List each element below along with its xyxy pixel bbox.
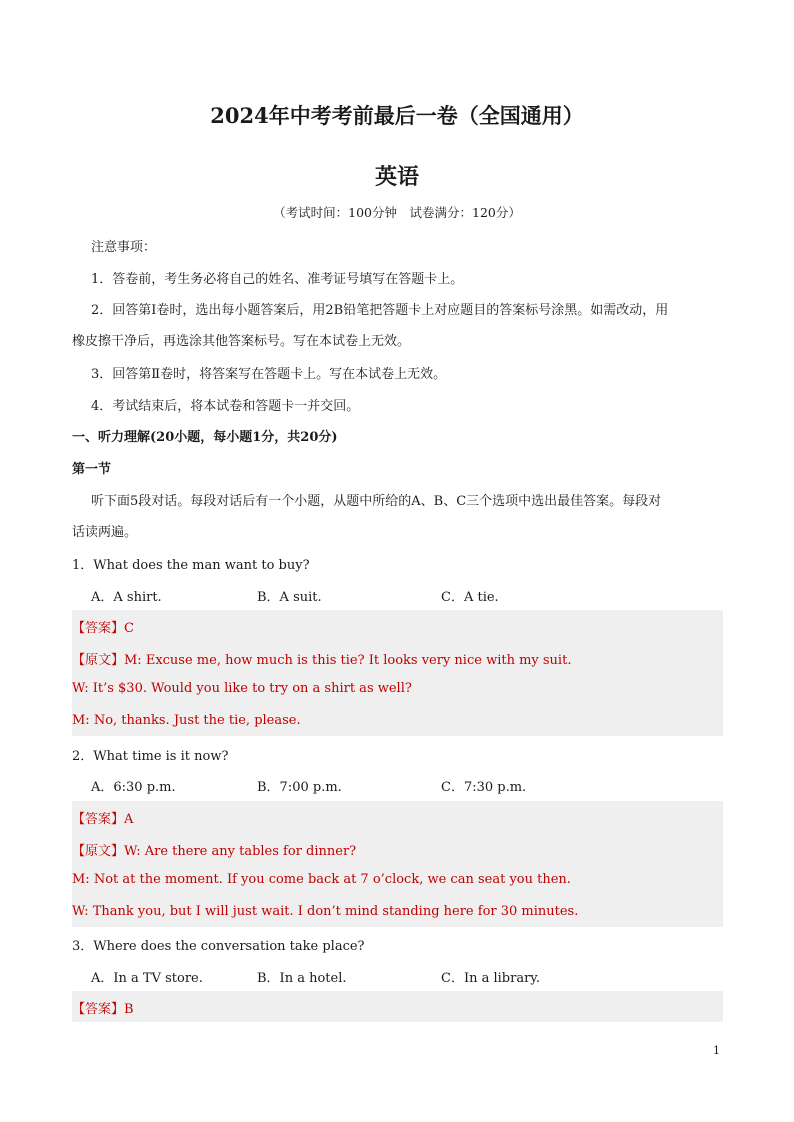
instructions-line: 听下面5段对话。每段对话后有一个小题，从题中所给的A、B、C三个选项中选出最佳答案。每段对 — [91, 494, 662, 509]
notice-item: 3．回答第Ⅱ卷时，将答案写在答题卡上。写在本试卷上无效。 — [91, 367, 447, 382]
exam-subject: 英语 — [374, 164, 419, 190]
option-b: B．A suit. — [257, 590, 322, 605]
transcript-line: 【原文】W: Are there any tables for dinner? — [72, 844, 357, 859]
notice-heading: 注意事项： — [91, 240, 157, 255]
option-b: B．7:00 p.m. — [257, 780, 342, 795]
option-a: A．6:30 p.m. — [91, 780, 176, 795]
notice-item: 4．考试结束后，将本试卷和答题卡一并交回。 — [91, 399, 360, 414]
option-c: C．In a library. — [441, 971, 541, 986]
part-heading: 第一节 — [72, 462, 112, 477]
page-number: 1 — [713, 1044, 720, 1057]
exam-title: 2024年中考考前最后一卷（全国通用） — [210, 103, 584, 128]
option-c: C．A tie. — [441, 590, 499, 605]
option-a: A．A shirt. — [91, 590, 162, 605]
option-c: C．7:30 p.m. — [441, 780, 527, 795]
notice-item: 橡皮擦干净后，再选涂其他答案标号。写在本试卷上无效。 — [72, 334, 411, 349]
exam-meta: （考试时间：100分钟 试卷满分：120分） — [273, 205, 521, 220]
transcript-line: M: Not at the moment. If you come back at 7 o’clock, we can seat you then. — [72, 872, 571, 887]
question-stem: 1．What does the man want to buy? — [72, 558, 310, 573]
transcript-line: W: Thank you, but I will just wait. I don’t mind standing here for 30 minutes. — [72, 904, 579, 919]
transcript-line: W: It’s $30. Would you like to try on a shirt as well? — [72, 681, 412, 696]
answer-line: 【答案】B — [72, 1002, 134, 1017]
answer-block — [72, 991, 723, 1022]
notice-item: 2．回答第Ⅰ卷时，选出每小题答案后，用2B铅笔把答题卡上对应题目的答案标号涂黑。如需改动，用 — [91, 303, 669, 318]
answer-line: 【答案】C — [72, 621, 134, 636]
notice-item: 1．答卷前，考生务必将自己的姓名、准考证号填写在答题卡上。 — [91, 272, 464, 287]
option-a: A．In a TV store. — [91, 971, 203, 986]
instructions-line: 话读两遍。 — [72, 525, 138, 540]
transcript-line: 【原文】M: Excuse me, how much is this tie? It looks very nice with my suit. — [72, 653, 572, 668]
option-b: B．In a hotel. — [257, 971, 347, 986]
question-stem: 2．What time is it now? — [72, 749, 229, 764]
transcript-line: M: No, thanks. Just the tie, please. — [72, 713, 301, 728]
answer-line: 【答案】A — [72, 812, 134, 827]
section-heading: 一、听力理解(20小题，每小题1分，共20分) — [72, 430, 338, 445]
question-stem: 3．Where does the conversation take place? — [72, 939, 365, 954]
